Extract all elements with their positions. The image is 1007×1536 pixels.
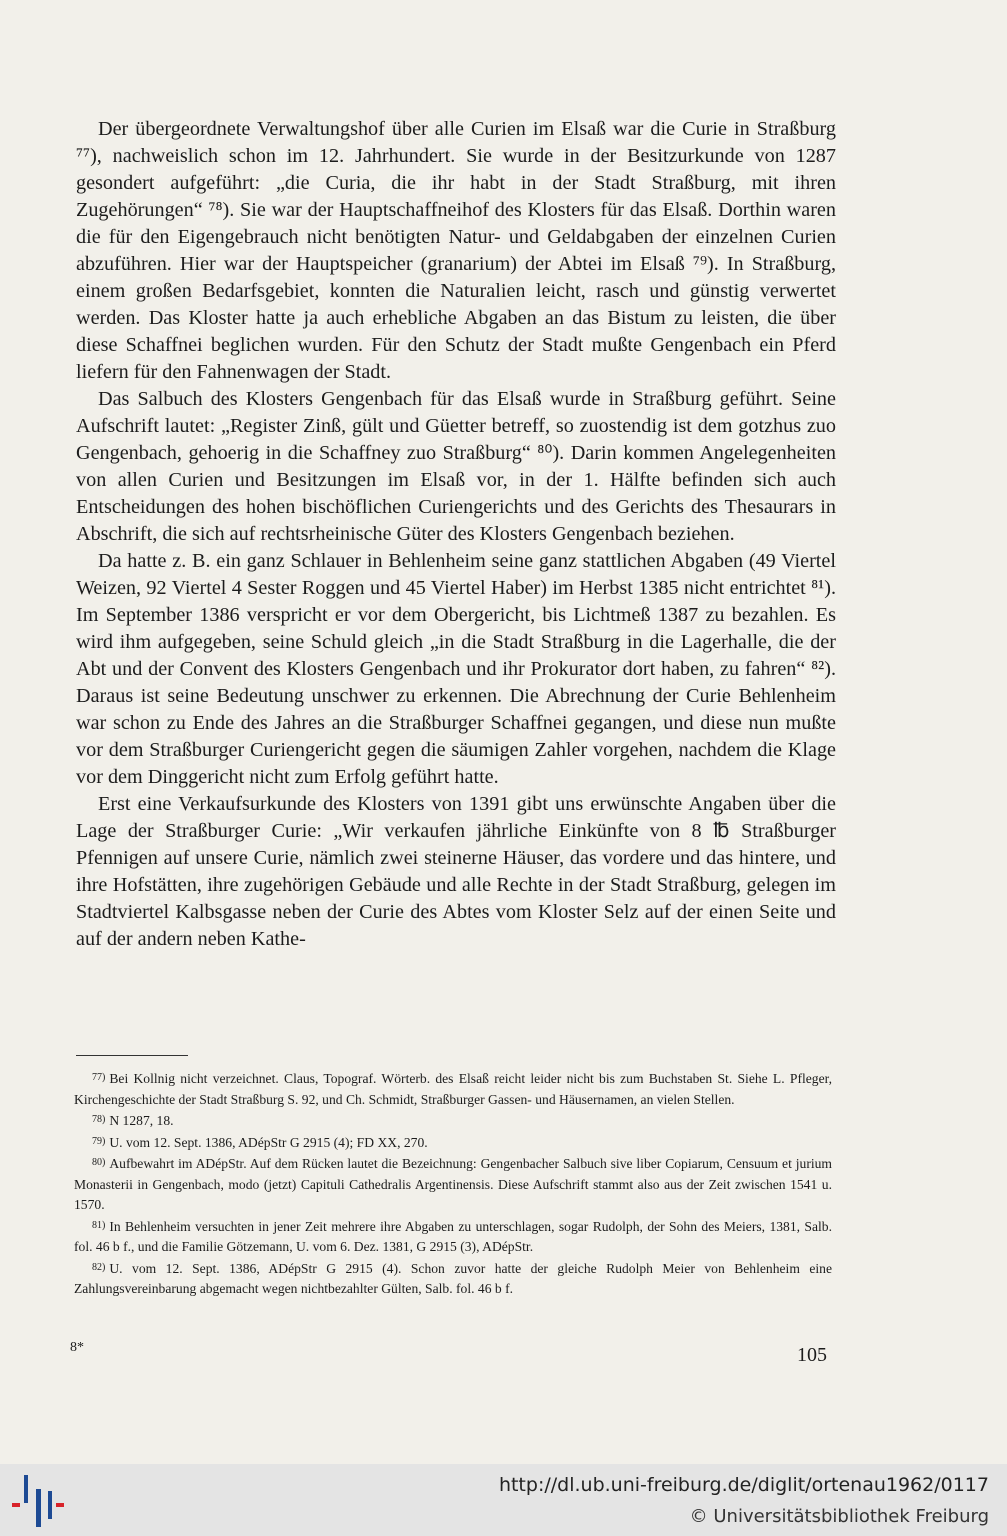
footnote-divider	[76, 1055, 188, 1056]
footnote-mark: 81)	[92, 1219, 106, 1231]
footnote-mark: 79)	[92, 1135, 106, 1147]
logo-bar	[48, 1491, 52, 1519]
footnote-text: Bei Kollnig nicht verzeichnet. Claus, Topograf. Wörterb. des Elsaß reicht leider nicht bis zum Buchstaben St. Siehe L. Pfleger, Kirchengeschichte der Stadt Straßburg S. 92, und Ch. Schmidt, Straßburger Gassen- und Häusernamen, an vielen Stellen.	[74, 1071, 832, 1107]
page-number: 105	[797, 1344, 827, 1366]
paragraph-2: Das Salbuch des Klosters Gengenbach für das Elsaß wurde in Straßburg geführt. Seine Aufschrift lautet: „Register Zinß, gült und Güetter betreff, so zuostendig ist dem gotzhus zuo Gengenbach, gehoerig in die Schaffney zuo Straßburg“ ⁸⁰). Darin kommen Angelegenheiten von allen Curien und Besitzungen im Elsaß vor, in der 1. Hälfte befinden sich auch Entscheidungen des hohen bischöflichen Curiengerichts und des Gerichts des Thesaurars in Abschrift, die sich auf rechtsrheinische Güter des Klosters Gengenbach beziehen.	[76, 388, 836, 545]
permalink-url[interactable]: http://dl.ub.uni-freiburg.de/diglit/ortenau1962/0117	[498, 1474, 989, 1496]
copyright-notice: © Universitätsbibliothek Freiburg	[689, 1506, 989, 1527]
footnote-78	[74, 1110, 832, 1132]
footnote-text: Aufbewahrt im ADépStr. Auf dem Rücken lautet die Bezeichnung: Gengenbacher Salbuch sive liber Copiarum, Censuum et jurium Monasterii in Gengenbach, modo (jetzt) Capituli Cathedralis Argentinensis. Diese Aufschrift stammt also aus der Zeit zwischen 1541 u. 1570.	[74, 1156, 832, 1212]
paragraph-1: Der übergeordnete Verwaltungshof über alle Curien im Elsaß war die Curie in Straßburg ⁷⁷), nachweislich schon im 12. Jahrhundert. Sie wurde in der Besitzurkunde von 1287 gesondert aufgeführt: „die Curia, die ihr habt in der Stadt Straßburg, mit ihren Zugehörungen“ ⁷⁸). Sie war der Hauptschaffneihof des Klosters für das Elsaß. Dorthin waren die für den Eigengebrauch nicht benötigten Natur- und Geldabgaben der einzelnen Curien abzuführen. Hier war der Hauptspeicher (granarium) der Abtei im Elsaß ⁷⁹). In Straßburg, einem großen Bedarfsgebiet, konnten die Naturalien leicht, rasch und günstig verwertet werden. Das Kloster hatte ja auch erhebliche Abgaben an das Bistum zu leisten, die über diese Schaffnei beglichen wurden. Für den Schutz der Stadt mußte Gengenbach ein Pferd liefern für den Fahnenwagen der Stadt.	[76, 118, 836, 383]
ub-freiburg-logo-icon	[10, 1473, 66, 1529]
logo-bar	[24, 1475, 28, 1503]
paragraph-3: Da hatte z. B. ein ganz Schlauer in Behlenheim seine ganz stattlichen Abgaben (49 Viertel Weizen, 92 Viertel 4 Sester Roggen und 45 Viertel Haber) im Herbst 1385 nicht entrichtet ⁸¹). Im September 1386 verspricht er vor dem Obergericht, bis Lichtmeß 1387 zu bezahlen. Es wird ihm aufgegeben, seine Schuld gleich „in die Stadt Straßburg in die Lagerhalle, die der Abt und der Convent des Klosters Gengenbach und ihr Prokurator dort haben, zu fahren“ ⁸²). Daraus ist seine Bedeutung unschwer zu erkennen. Die Abrechnung der Curie Behlenheim war schon zu Ende des Jahres an die Straßburger Schaffnei gegangen, und diese nun mußte vor dem Straßburger Curiengericht gegen die säumigen Zahler vorgehen, nachdem die Klage vor dem Dinggericht nicht zum Erfolg geführt hatte.	[76, 550, 836, 788]
footnote-81	[74, 1216, 832, 1258]
footnote-80	[74, 1153, 832, 1216]
footnote-82	[74, 1258, 832, 1300]
footnote-text: U. vom 12. Sept. 1386, ADépStr G 2915 (4); FD XX, 270.	[109, 1134, 428, 1150]
body-text	[76, 116, 836, 953]
paragraph-4: Erst eine Verkaufsurkunde des Klosters von 1391 gibt uns erwünschte Angaben über die Lage der Straßburger Curie: „Wir verkaufen jährliche Einkünfte von 8 ℔ Straßburger Pfennigen auf unsere Curie, nämlich zwei steinerne Häuser, das vordere und das hintere, und ihre Hofstätten, ihre zugehörigen Gebäude und alle Rechte in der Stadt Straßburg, gelegen im Stadtviertel Kalbsgasse neben der Curie des Abtes vom Kloster Selz auf der einen Seite und auf der andern neben Kathe-	[76, 793, 836, 950]
footnote-text: N 1287, 18.	[109, 1113, 174, 1128]
footnote-mark: 80)	[92, 1157, 106, 1168]
logo-bar	[36, 1489, 41, 1527]
footnotes	[74, 1068, 832, 1300]
footnote-mark: 78)	[92, 1114, 106, 1125]
footnote-mark: 77)	[92, 1072, 106, 1083]
footnote-mark: 82)	[92, 1261, 106, 1273]
logo-bar	[12, 1503, 20, 1507]
signature-mark: 8*	[70, 1340, 84, 1355]
footnote-79	[74, 1132, 832, 1154]
footnote-text: U. vom 12. Sept. 1386, ADépStr G 2915 (4). Schon zuvor hatte der gleiche Rudolph Meier von Behlenheim eine Zahlungsvereinbarung abgemacht wegen nichtbezahlter Gülten, Salb. fol. 46 b f.	[74, 1260, 832, 1296]
footnote-77	[74, 1068, 832, 1110]
footnote-text: In Behlenheim versuchten in jener Zeit mehrere ihre Abgaben zu unterschlagen, sogar Rudolph, der Sohn des Meiers, 1381, Salb. fol. 46 b f., und die Familie Götzemann, U. vom 6. Dez. 1381, G 2915 (3), ADépStr.	[74, 1218, 832, 1254]
logo-bar	[56, 1503, 64, 1507]
